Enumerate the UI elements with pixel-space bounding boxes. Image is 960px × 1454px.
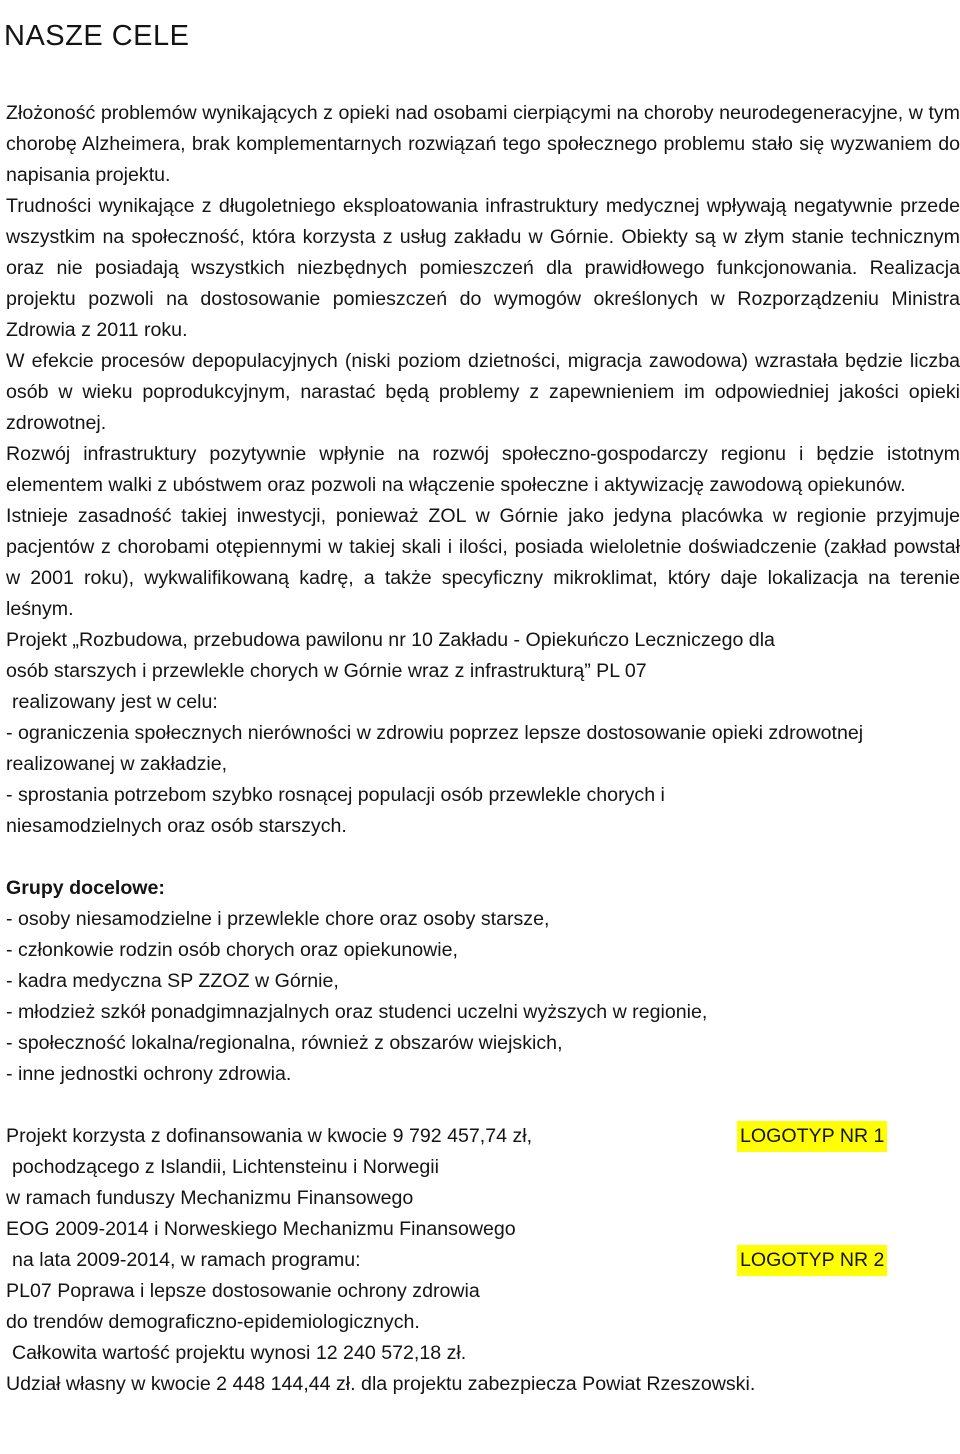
paragraph-infrastructure: Trudności wynikające z długoletniego eksploatowania infrastruktury medycznej wpływają negatywnie przede wszystkim na społeczność, która korzysta z usług zakładu w Górnie. Obiekty są w złym stanie technicznym oraz nie posiadają wszystkich niezbędnych pomieszczeń dla prawidłowego funkcjonowania. Realizacja projektu pozwoli na dostosowanie pomieszczeń do wymogów określonych w Rozporządzeniu Ministra Zdrowia z 2011 roku. bbox=[6, 195, 960, 341]
project-total-value: Całkowita wartość projektu wynosi 12 240 572,18 zł. bbox=[12, 1342, 467, 1364]
target-group-item: - członkowie rodzin osób chorych oraz opiekunowie, bbox=[6, 939, 458, 961]
project-line-3: realizowany jest w celu: bbox=[12, 691, 218, 713]
own-contribution: Udział własny w kwocie 2 448 144,44 zł. dla projektu zabezpiecza Powiat Rzeszowski. bbox=[6, 1373, 756, 1395]
project-goal-1: - ograniczenia społecznych nierówności w zdrowiu poprzez lepsze dostosowanie opieki zdrowotnej realizowanej w zakładzie, bbox=[6, 722, 864, 775]
spacer bbox=[6, 842, 960, 873]
target-group-item: - społeczność lokalna/regionalna, również z obszarów wiejskich, bbox=[6, 1032, 563, 1054]
target-group-item: - osoby niesamodzielne i przewlekle chore oraz osoby starsze, bbox=[6, 908, 550, 930]
funding-mechanism: w ramach funduszy Mechanizmu Finansowego bbox=[6, 1187, 414, 1209]
funding-amount: Projekt korzysta z dofinansowania w kwocie 9 792 457,74 zł, bbox=[6, 1125, 533, 1147]
document-body bbox=[6, 98, 960, 1400]
target-group-item: - młodzież szkół ponadgimnazjalnych oraz studenci uczelni wyższych w regionie, bbox=[6, 1001, 708, 1023]
project-line-1: Projekt „Rozbudowa, przebudowa pawilonu nr 10 Zakładu - Opiekuńczo Leczniczego dla bbox=[6, 629, 775, 651]
paragraph-development: Rozwój infrastruktury pozytywnie wpłynie na rozwój społeczno-gospodarczy regionu i będzie istotnym elementem walki z ubóstwem oraz pozwoli na włączenie społeczne i aktywizację zawodową opiekunów. bbox=[6, 443, 960, 496]
funding-source: pochodzącego z Islandii, Lichtensteinu i Norwegii bbox=[12, 1156, 439, 1178]
project-goal-2: - sprostania potrzebom szybko rosnącej populacji osób przewlekle chorych i niesamodzielnych oraz osób starszych. bbox=[6, 784, 665, 837]
spacer bbox=[6, 1090, 960, 1121]
paragraph-justification: Istnieje zasadność takiej inwestycji, ponieważ ZOL w Górnie jako jedyna placówka w regionie przyjmuje pacjentów z chorobami otępiennymi w takiej skali i ilości, posiada wieloletnie doświadczenie (zakład powstał w 2001 roku), wykwalifikowaną kadrę, a także specyficzny mikroklimat, który daje lokalizacja na terenie leśnym. bbox=[6, 505, 960, 620]
funding-program-cont: do trendów demograficzno-epidemiologicznych. bbox=[6, 1311, 420, 1333]
paragraph-intro: Złożoność problemów wynikających z opieki nad osobami cierpiącymi na choroby neurodegeneracyjne, w tym chorobę Alzheimera, brak komplementarnych rozwiązań tego społecznego problemu stało się wyzwaniem do napisania projektu. bbox=[6, 102, 960, 186]
funding-program: PL07 Poprawa i lepsze dostosowanie ochrony zdrowia bbox=[6, 1280, 480, 1302]
logo-placeholder-2: LOGOTYP NR 2 bbox=[737, 1245, 887, 1276]
target-group-item: - kadra medyczna SP ZZOZ w Górnie, bbox=[6, 970, 339, 992]
funding-eog: EOG 2009-2014 i Norweskiego Mechanizmu Finansowego bbox=[6, 1218, 516, 1240]
target-group-item: - inne jednostki ochrony zdrowia. bbox=[6, 1063, 292, 1085]
funding-row-1 bbox=[6, 1121, 960, 1152]
logo-placeholder-1: LOGOTYP NR 1 bbox=[737, 1121, 887, 1152]
project-line-2: osób starszych i przewlekle chorych w Górnie wraz z infrastrukturą” PL 07 bbox=[6, 660, 647, 682]
page-title: NASZE CELE bbox=[4, 20, 190, 53]
funding-period: na lata 2009-2014, w ramach programu: bbox=[12, 1249, 361, 1271]
funding-row-2 bbox=[6, 1245, 960, 1276]
target-groups-heading: Grupy docelowe: bbox=[6, 877, 165, 899]
paragraph-depopulation: W efekcie procesów depopulacyjnych (niski poziom dzietności, migracja zawodowa) wzrastała będzie liczba osób w wieku poprodukcyjnym, narastać będą problemy z zapewnieniem im odpowiedniej jakości opieki zdrowotnej. bbox=[6, 350, 960, 434]
